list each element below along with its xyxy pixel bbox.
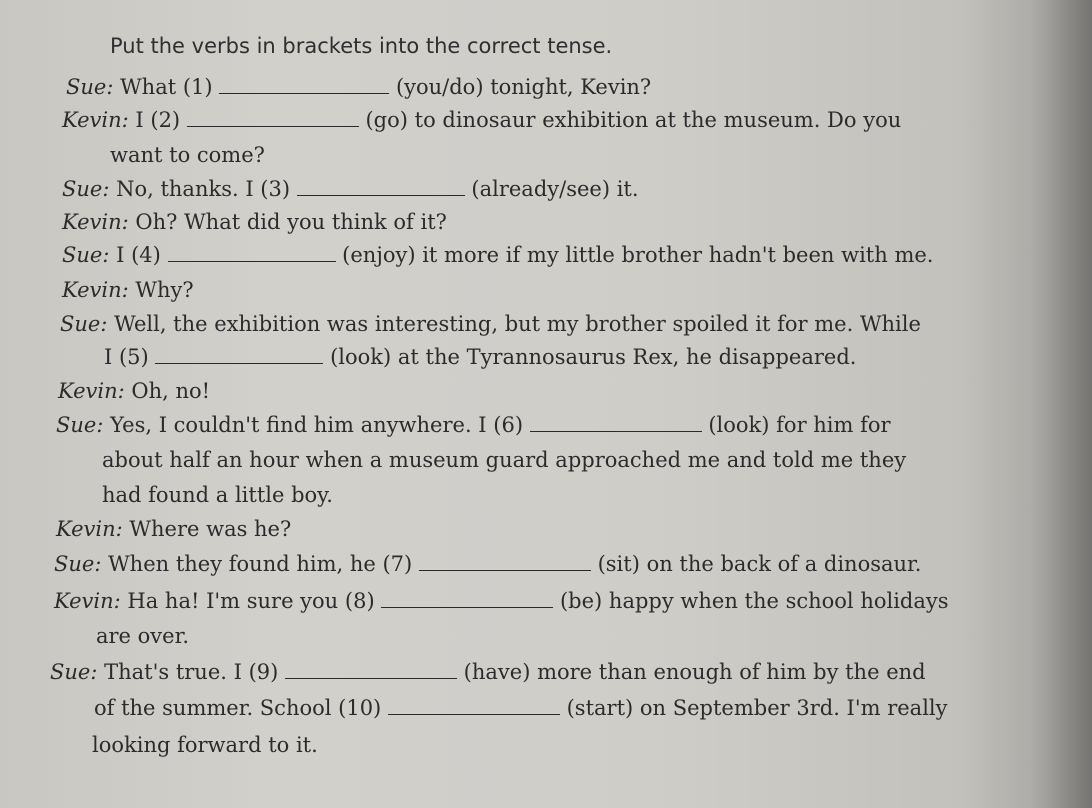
dialogue-line-2-cont: want to come? <box>110 143 265 167</box>
dialogue-line-10-cont-2: had found a little boy. <box>102 483 333 507</box>
answer-blank-10[interactable] <box>388 698 560 715</box>
dialogue-line-14: Sue: That's true. I (9) (have) more than enough of him by the end <box>50 660 926 684</box>
dialogue-line-10-cont-1: about half an hour when a museum guard approached me and told me they <box>102 448 907 472</box>
dialogue-line-9: Kevin: Oh, no! <box>58 379 211 403</box>
speaker-label: Sue: <box>60 312 108 336</box>
speaker-label: Kevin: <box>62 108 129 132</box>
answer-blank-7[interactable] <box>419 554 591 571</box>
dialogue-line-13-cont: are over. <box>96 624 190 648</box>
speaker-label: Sue: <box>56 413 104 437</box>
dialogue-line-15: of the summer. School (10) (start) on September 3rd. I'm really <box>94 696 948 720</box>
dialogue-line-11: Kevin: Where was he? <box>56 517 292 541</box>
dialogue-line-1: Sue: What (1) (you/do) tonight, Kevin? <box>66 75 652 99</box>
speaker-label: Kevin: <box>58 379 125 403</box>
speaker-label: Sue: <box>50 660 98 684</box>
answer-blank-1[interactable] <box>219 77 389 94</box>
dialogue-line-10: Sue: Yes, I couldn't find him anywhere. I (6) (look) for him for <box>56 413 891 437</box>
speaker-label: Kevin: <box>62 278 129 302</box>
dialogue-line-13: Kevin: Ha ha! I'm sure you (8) (be) happy when the school holidays <box>54 589 949 613</box>
answer-blank-3[interactable] <box>297 179 465 196</box>
speaker-label: Sue: <box>66 75 114 99</box>
dialogue-line-5: Sue: I (4) (enjoy) it more if my little brother hadn't been with me. <box>62 243 934 267</box>
speaker-label: Kevin: <box>56 517 123 541</box>
dialogue-line-16: looking forward to it. <box>92 733 318 757</box>
answer-blank-8[interactable] <box>381 591 553 608</box>
answer-blank-5[interactable] <box>155 347 323 364</box>
answer-blank-6[interactable] <box>530 415 702 432</box>
dialogue-line-6: Kevin: Why? <box>62 278 194 302</box>
speaker-label: Kevin: <box>54 589 121 613</box>
speaker-label: Sue: <box>54 552 102 576</box>
answer-blank-9[interactable] <box>285 662 457 679</box>
answer-blank-4[interactable] <box>168 245 336 262</box>
speaker-label: Kevin: <box>62 210 129 234</box>
dialogue-line-3: Sue: No, thanks. I (3) (already/see) it. <box>62 177 639 201</box>
answer-blank-2[interactable] <box>187 110 359 127</box>
exercise-instruction: Put the verbs in brackets into the correct tense. <box>110 34 613 58</box>
speaker-label: Sue: <box>62 177 110 201</box>
dialogue-line-8: I (5) (look) at the Tyrannosaurus Rex, he disappeared. <box>104 345 857 369</box>
dialogue-line-12: Sue: When they found him, he (7) (sit) on the back of a dinosaur. <box>54 552 922 576</box>
dialogue-line-7: Sue: Well, the exhibition was interesting, but my brother spoiled it for me. While <box>60 312 921 336</box>
speaker-label: Sue: <box>62 243 110 267</box>
dialogue-line-2: Kevin: I (2) (go) to dinosaur exhibition at the museum. Do you <box>62 108 902 132</box>
dialogue-line-4: Kevin: Oh? What did you think of it? <box>62 210 447 234</box>
